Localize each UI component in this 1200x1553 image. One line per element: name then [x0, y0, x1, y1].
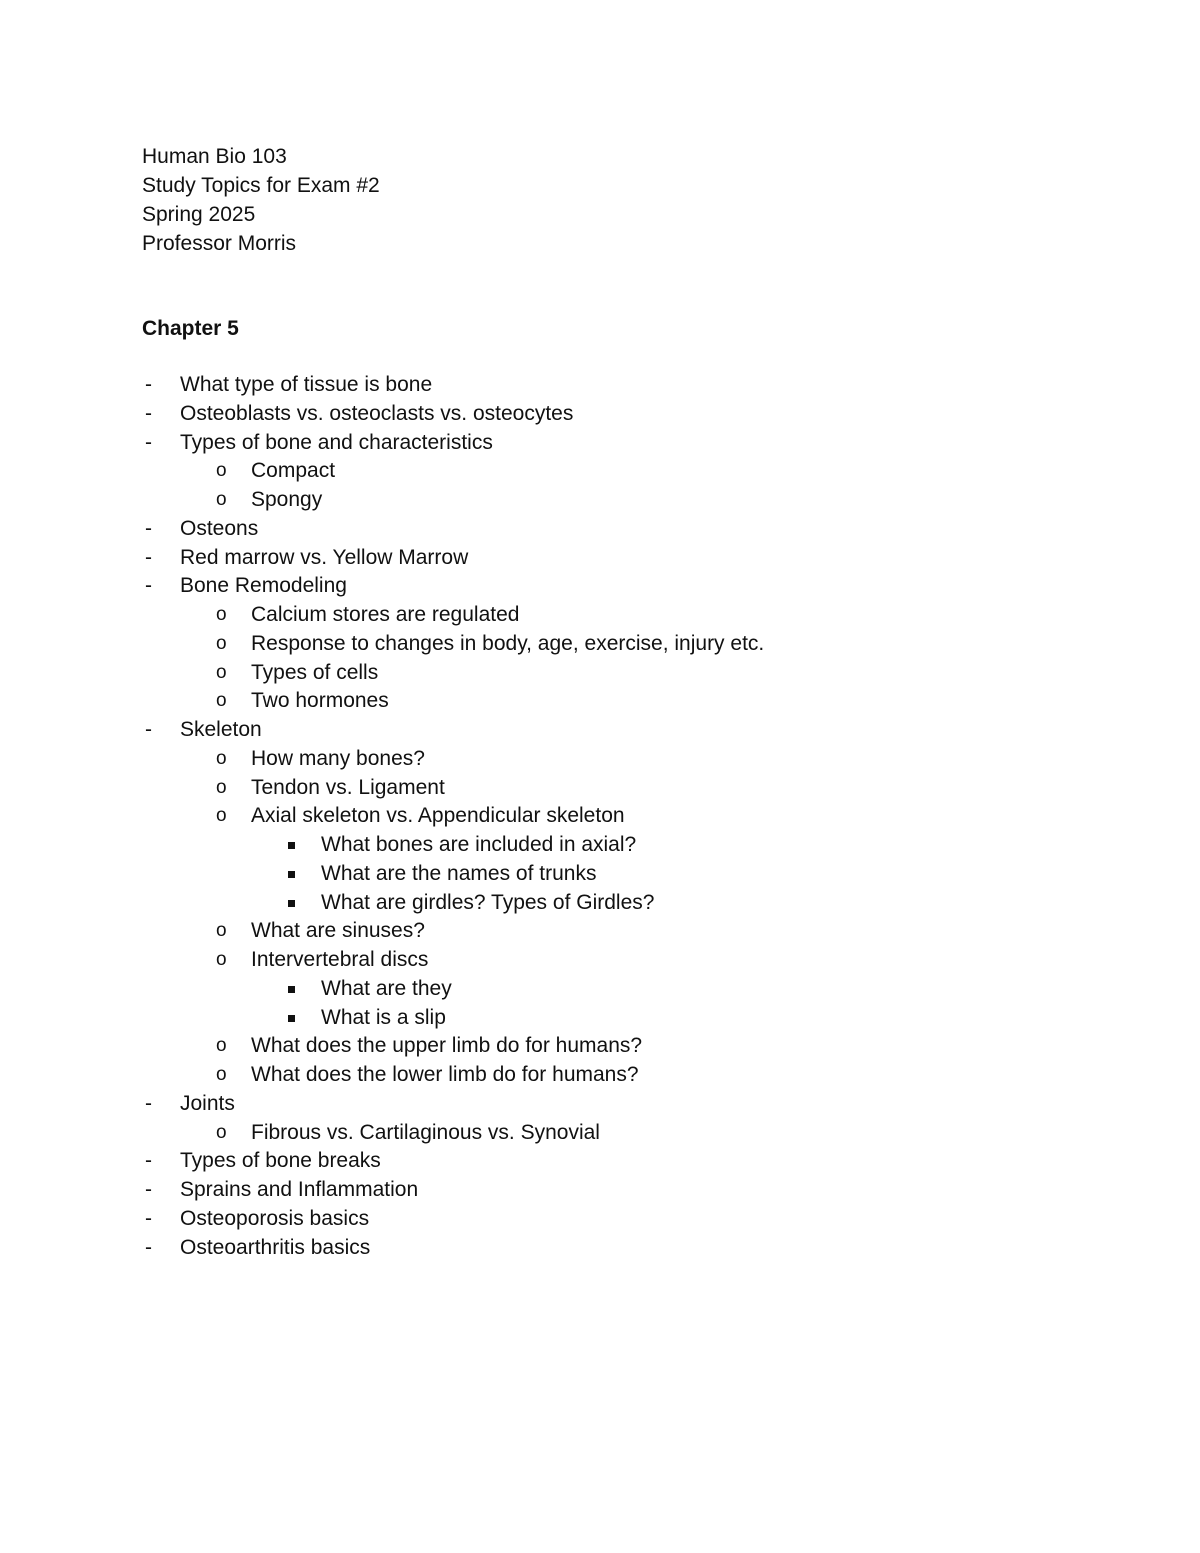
outline-item-text: Compact	[251, 459, 336, 483]
circle-bullet: o	[216, 776, 227, 798]
dash-bullet: -	[145, 1206, 152, 1230]
outline-item-level-2	[0, 1061, 1200, 1090]
square-bullet-icon	[288, 871, 295, 878]
dash-bullet: -	[145, 574, 152, 598]
outline-item-level-1	[0, 1176, 1200, 1205]
circle-bullet: o	[216, 1064, 227, 1085]
outline-item-level-2	[0, 486, 1200, 515]
outline-item-text: Skeleton	[180, 718, 262, 741]
outline-item-text: What are girdles? Types of Girdles?	[321, 890, 655, 914]
dash-bullet: -	[145, 401, 152, 425]
outline-item-text: What type of tissue is bone	[180, 373, 433, 396]
outline-item-text: What is a slip	[321, 1005, 446, 1029]
outline-item-level-1	[0, 572, 1200, 601]
circle-bullet: o	[216, 632, 227, 654]
square-bullet-icon	[288, 842, 295, 849]
circle-bullet: o	[216, 920, 227, 942]
outline-item-level-2	[0, 745, 1200, 774]
dash-bullet: -	[145, 430, 152, 454]
outline-item-level-1	[0, 515, 1200, 544]
outline-item-level-3	[0, 831, 1200, 860]
outline-item-level-2	[0, 917, 1200, 946]
outline-item-text: What does the lower limb do for humans?	[251, 1063, 639, 1086]
outline-item-level-2	[0, 630, 1200, 659]
outline-item-text: How many bones?	[251, 746, 425, 770]
square-bullet-icon	[288, 986, 295, 993]
outline-item-text: Tendon vs. Ligament	[251, 775, 445, 799]
dash-bullet: -	[145, 718, 152, 741]
outline-item-level-3	[0, 975, 1200, 1004]
outline-item-level-2	[0, 1119, 1200, 1148]
circle-bullet: o	[216, 949, 227, 970]
outline-item-text: Osteoarthritis basics	[180, 1235, 371, 1259]
outline-item-level-2	[0, 601, 1200, 630]
square-bullet-icon	[288, 1015, 295, 1022]
outline-item-text: Osteons	[180, 516, 259, 540]
circle-bullet: o	[216, 747, 227, 769]
dash-bullet: -	[145, 1091, 152, 1115]
topic-outline	[0, 371, 1200, 1262]
dash-bullet: -	[145, 1178, 152, 1201]
circle-bullet: o	[216, 1121, 227, 1143]
professor-name: Professor Morris	[142, 232, 297, 255]
outline-item-text: Bone Remodeling	[180, 574, 347, 598]
outline-item-level-1	[0, 1205, 1200, 1234]
outline-item-level-2	[0, 457, 1200, 486]
outline-item-text: Osteoblasts vs. osteoclasts vs. osteocytes	[180, 401, 574, 425]
dash-bullet: -	[145, 545, 152, 569]
outline-item-text: What are they	[321, 976, 452, 1000]
document-subtitle: Study Topics for Exam #2	[142, 174, 380, 197]
outline-item-text: What bones are included in axial?	[321, 833, 637, 856]
term-label: Spring 2025	[142, 203, 256, 226]
outline-item-text: Types of bone and characteristics	[180, 430, 493, 454]
circle-bullet: o	[216, 805, 227, 827]
circle-bullet: o	[216, 489, 227, 510]
outline-item-text: Red marrow vs. Yellow Marrow	[180, 545, 469, 569]
outline-item-level-1	[0, 429, 1200, 458]
outline-item-level-2	[0, 946, 1200, 975]
outline-item-text: Fibrous vs. Cartilaginous vs. Synovial	[251, 1120, 600, 1144]
outline-item-level-2	[0, 774, 1200, 803]
circle-bullet: o	[216, 661, 227, 683]
outline-item-level-3	[0, 1004, 1200, 1033]
square-bullet-icon	[288, 900, 295, 907]
outline-item-level-1	[0, 716, 1200, 745]
outline-item-level-2	[0, 1032, 1200, 1061]
outline-item-text: Intervertebral discs	[251, 948, 429, 971]
circle-bullet: o	[216, 1035, 227, 1057]
outline-item-text: What does the upper limb do for humans?	[251, 1034, 643, 1058]
outline-item-text: Types of bone breaks	[180, 1149, 381, 1173]
outline-item-level-1	[0, 544, 1200, 573]
outline-item-level-3	[0, 889, 1200, 918]
outline-item-text: Axial skeleton vs. Appendicular skeleton	[251, 804, 625, 828]
outline-item-level-1	[0, 1234, 1200, 1263]
dash-bullet: -	[145, 1235, 152, 1259]
outline-item-text: Calcium stores are regulated	[251, 603, 520, 626]
outline-item-level-2	[0, 659, 1200, 688]
chapter-heading: Chapter 5	[142, 317, 239, 340]
outline-item-text: What are the names of trunks	[321, 861, 597, 885]
outline-item-level-1	[0, 1147, 1200, 1176]
dash-bullet: -	[145, 373, 152, 396]
outline-item-level-3	[0, 860, 1200, 889]
outline-item-text: What are sinuses?	[251, 919, 425, 943]
outline-item-level-1	[0, 1090, 1200, 1119]
outline-item-text: Osteoporosis basics	[180, 1206, 370, 1230]
course-title: Human Bio 103	[142, 145, 287, 168]
circle-bullet: o	[216, 460, 227, 482]
circle-bullet: o	[216, 690, 227, 712]
circle-bullet: o	[216, 604, 227, 625]
outline-item-text: Spongy	[251, 488, 323, 511]
outline-item-level-1	[0, 371, 1200, 400]
dash-bullet: -	[145, 516, 152, 540]
document-header	[142, 142, 380, 258]
outline-item-text: Two hormones	[251, 689, 389, 713]
outline-item-text: Types of cells	[251, 660, 379, 684]
outline-item-text: Sprains and Inflammation	[180, 1178, 419, 1201]
outline-item-text: Joints	[180, 1091, 235, 1115]
outline-item-level-2	[0, 802, 1200, 831]
outline-item-level-2	[0, 687, 1200, 716]
outline-item-level-1	[0, 400, 1200, 429]
outline-item-text: Response to changes in body, age, exercise, injury etc.	[251, 631, 765, 655]
dash-bullet: -	[145, 1149, 152, 1173]
